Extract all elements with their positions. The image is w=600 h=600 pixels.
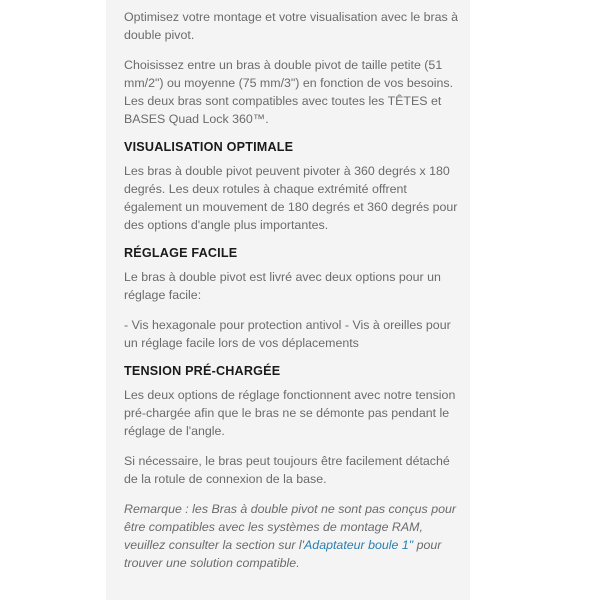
section-heading-tension: TENSION PRÉ-CHARGÉE [124, 364, 281, 378]
product-description-panel [106, 0, 470, 600]
reglage-options-paragraph: - Vis hexagonale pour protection antivol - Vis à oreilles pour un réglage facile lors de vos déplacements [124, 318, 451, 350]
detach-paragraph: Si nécessaire, le bras peut toujours être facilement détaché de la rotule de connexion de la base. [124, 454, 450, 486]
intro-paragraph: Optimisez votre montage et votre visualisation avec le bras à double pivot. [124, 10, 459, 42]
note-text-before: Remarque : les Bras à double pivot ne sont pas conçus pour être compatibles avec les systèmes de montage RAM, veuillez consulter la section sur l' [124, 502, 456, 552]
sizes-paragraph: Choisissez entre un bras à double pivot de taille petite (51 mm/2") ou moyenne (75 mm/3") en fonction de vos besoins. Les deux bras sont compatibles avec toutes les TÊTES et BASES Quad Lock 360™. [124, 58, 454, 126]
adapter-link[interactable]: Adaptateur boule 1" [304, 538, 414, 552]
note-text-after: pour trouver une solution compatible. [124, 538, 442, 570]
visualisation-paragraph: Les bras à double pivot peuvent pivoter à 360 degrés x 180 degrés. Les deux rotules à chaque extrémité offrent également un mouvement de 180 degrés et 360 degrés pour des options d'angle plus importantes. [124, 164, 458, 232]
reglage-paragraph: Le bras à double pivot est livré avec deux options pour un réglage facile: [124, 270, 441, 302]
section-heading-reglage: RÉGLAGE FACILE [124, 246, 238, 260]
tension-paragraph: Les deux options de réglage fonctionnent avec notre tension pré-chargée afin que le bras ne se démonte pas pendant le réglage de l'angle. [124, 388, 456, 438]
compatibility-note [124, 500, 464, 572]
section-heading-visualisation: VISUALISATION OPTIMALE [124, 140, 294, 154]
